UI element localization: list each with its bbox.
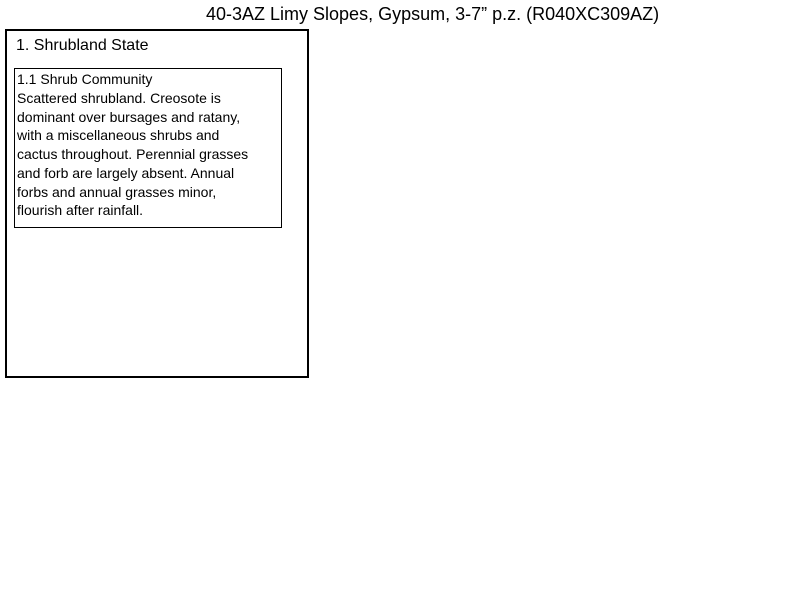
description-line: flourish after rainfall. bbox=[17, 202, 144, 219]
page-title: 40-3AZ Limy Slopes, Gypsum, 3-7” p.z. (R040XC309AZ) bbox=[206, 4, 660, 24]
community-box-shrub bbox=[14, 68, 282, 228]
description-line: and forb are largely absent. Annual bbox=[17, 164, 235, 181]
state-title: 1. Shrubland State bbox=[16, 37, 149, 54]
description-line: dominant over bursages and ratany, bbox=[17, 108, 241, 125]
description-line: cactus throughout. Perennial grasses bbox=[17, 146, 249, 163]
description-line: with a miscellaneous shrubs and bbox=[17, 127, 220, 144]
description-line: forbs and annual grasses minor, bbox=[17, 183, 217, 200]
community-description bbox=[17, 89, 283, 220]
description-line: Scattered shrubland. Creosote is bbox=[17, 90, 221, 106]
state-box-shrubland bbox=[5, 29, 309, 378]
community-title: 1.1 Shrub Community bbox=[17, 71, 153, 87]
